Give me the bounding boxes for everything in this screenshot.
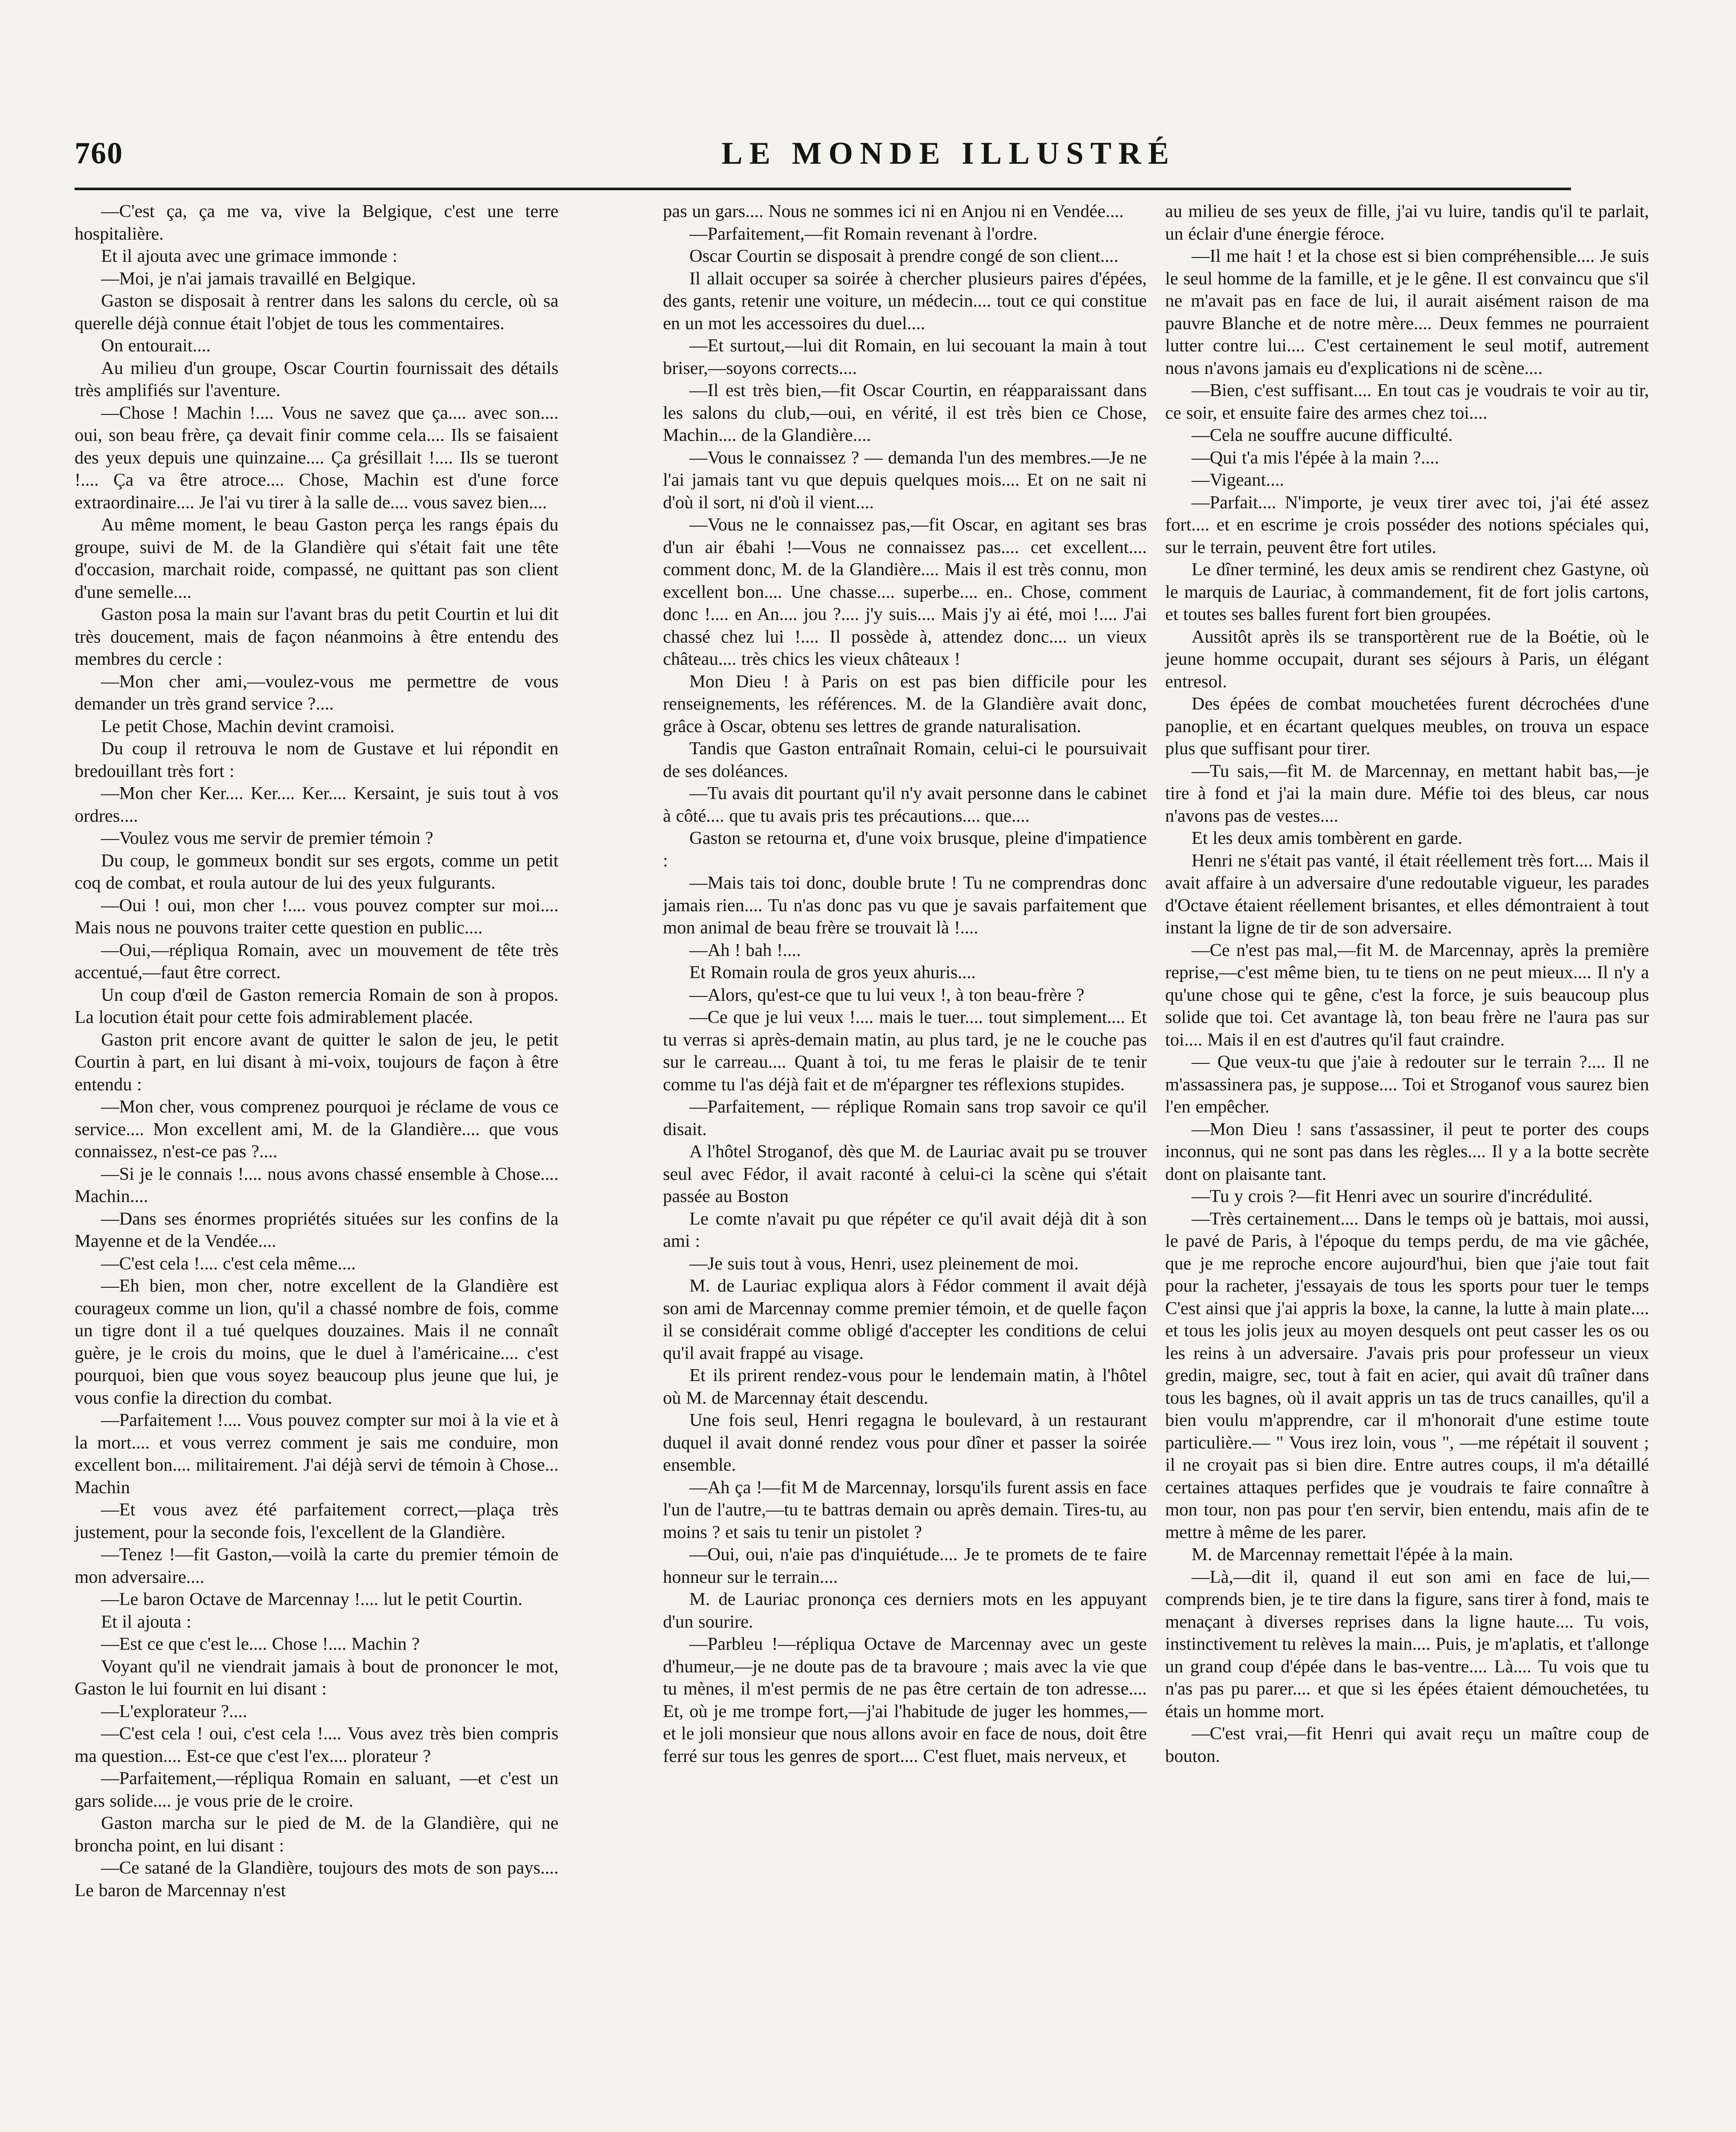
- paragraph: —Oui ! oui, mon cher !.... vous pouvez compter sur moi.... Mais nous ne pouvons traiter cette question en public....: [75, 895, 558, 938]
- paragraph: Le dîner terminé, les deux amis se rendirent chez Gastyne, où le marquis de Lauriac, à commandement, fit de fort jolis cartons, et toutes ses balles furent fort bien groupées.: [1165, 559, 1649, 624]
- header-rule: [75, 188, 1571, 190]
- paragraph: —Voulez vous me servir de premier témoin ?: [101, 828, 434, 848]
- paragraph: Des épées de combat mouchetées furent décrochées d'une panoplie, et en écartant quelques meubles, on trouva un espace plus que suffisant pour tirer.: [1165, 694, 1649, 759]
- paragraph: Henri ne s'était pas vanté, il était réellement très fort.... Mais il avait affaire à un adversaire d'une redoutable vigueur, les parades d'Octave étaient réellement brisantes, et elles démontraient à tout instant la ligne de tir de son adversaire.: [1165, 850, 1649, 938]
- paragraph: —Oui, oui, n'aie pas d'inquiétude.... Je te promets de te faire honneur sur le terrain....: [663, 1544, 1147, 1587]
- paragraph: Un coup d'œil de Gaston remercia Romain de son à propos. La locution était pour cette fois admirablement placée.: [75, 985, 558, 1027]
- paragraph: —Ah ça !—fit M de Marcennay, lorsqu'ils furent assis en face l'un de l'autre,—tu te battras demain ou après demain. Tires-tu, au moins ? et sais tu tenir un pistolet ?: [663, 1477, 1147, 1542]
- paragraph: M. de Lauriac prononça ces derniers mots en les appuyant d'un sourire.: [663, 1589, 1147, 1632]
- paragraph: —Chose ! Machin !.... Vous ne savez que ça.... avec son.... oui, son beau frère, ça devait finir comme cela.... Ils se faisaient des yeux depuis une quinzaine.... Ça grésillait !.... Ils se tueront !.... Ça va être atroce.... Chose, Machin est d'une force extraordinaire.... Je l'ai vu tirer à la salle de.... vous savez bien....: [75, 403, 558, 513]
- paragraph: —Parbleu !—répliqua Octave de Marcennay avec un geste d'humeur,—je ne doute pas de ta bravoure ; mais avec la vie que tu mènes, il m'est permis de ne pas être certain de ton adresse.... Et, où je me trompe fort,—j'ai l'habitude de juger les hommes,—et le joli monsieur que nous allons avoir en face de nous, doit être ferré sur tous les genres de sport.... C'est fluet, mais nerveux, et: [663, 1634, 1147, 1766]
- paragraph: —Mon cher, vous comprenez pourquoi je réclame de vous ce service.... Mon excellent ami, M. de la Glandière.... que vous connaissez, n'est-ce pas ?....: [75, 1097, 558, 1162]
- text-column-3: [1165, 200, 1649, 1767]
- paragraph: Et ils prirent rendez-vous pour le lendemain matin, à l'hôtel où M. de Marcennay était descendu.: [663, 1365, 1147, 1408]
- paragraph: Et il ajouta avec une grimace immonde :: [101, 246, 398, 266]
- paragraph: Il allait occuper sa soirée à chercher plusieurs paires d'épées, des gants, retenir une voiture, un médecin.... tout ce qui constitue en un mot les accessoires du duel....: [663, 268, 1147, 333]
- paragraph: —Tu sais,—fit M. de Marcennay, en mettant habit bas,—je tire à fond et j'ai la main dure. Méfie toi des bleus, car nous n'avons pas de vestes....: [1165, 761, 1649, 826]
- paragraph: —Bien, c'est suffisant.... En tout cas je voudrais te voir au tir, ce soir, et ensuite faire des armes chez toi....: [1165, 380, 1649, 423]
- paragraph: Oscar Courtin se disposait à prendre congé de son client....: [689, 246, 1119, 266]
- paragraph: —C'est cela !.... c'est cela même....: [101, 1253, 356, 1274]
- paragraph: Au milieu d'un groupe, Oscar Courtin fournissait des détails très amplifiés sur l'aventure.: [75, 358, 558, 400]
- paragraph: —Ce n'est pas mal,—fit M. de Marcennay, après la première reprise,—c'est même bien, tu te tiens on ne peut mieux.... Il n'y a qu'une chose qui te gêne, c'est la force, je suis beaucoup plus solide que toi. Cet avantage là, ton beau frère ne l'aura pas sur toi.... Mais il en est d'autres qu'il faut craindre.: [1165, 940, 1649, 1050]
- paragraph: Du coup, le gommeux bondit sur ses ergots, comme un petit coq de combat, et roula autour de lui des yeux fulgurants.: [75, 850, 558, 893]
- paragraph: —Parfaitement,—répliqua Romain en saluant, —et c'est un gars solide.... je vous prie de le croire.: [75, 1768, 558, 1811]
- paragraph: —Vous ne le connaissez pas,—fit Oscar, en agitant ses bras d'un air ébahi !—Vous ne connaissez pas.... cet excellent.... comment donc, M. de la Glandière.... Mais il est très connu, mon excellent bon.... Une chasse.... superbe.... en.. Chose, comment donc !.... en An.... jou ?.... j'y suis.... Mais j'y ai été, moi !.... J'ai chassé chez lui !.... Il possède à, attendez donc.... un vieux château.... très chics les vieux châteaux !: [663, 515, 1147, 669]
- paragraph: —Il me hait ! et la chose est si bien compréhensible.... Je suis le seul homme de la famille, et je le gêne. Il est convaincu que s'il ne m'avait pas en face de lui, il aurait aisément raison de ma pauvre Blanche et de notre mère.... Deux femmes ne pourraient lutter contre lui.... C'est certainement le seul motif, autrement nous n'avons jamais eu d'explications ni de scène....: [1165, 246, 1649, 378]
- paragraph: —Il est très bien,—fit Oscar Courtin, en réapparaissant dans les salons du club,—oui, en vérité, il est très bien ce Chose, Machin.... de la Glandière....: [663, 380, 1147, 445]
- paragraph: —Ce que je lui veux !.... mais le tuer.... tout simplement.... Et tu verras si après-demain matin, au plus tard, je ne le couche pas sur le carreau.... Quant à toi, tu me feras le plaisir de te tenir comme tu l'as déjà fait et de m'épargner tes réflexions stupides.: [663, 1007, 1147, 1095]
- text-column-2: [663, 200, 1147, 1767]
- paragraph: Gaston se disposait à rentrer dans les salons du cercle, où sa querelle déjà connue était l'objet de tous les commentaires.: [75, 291, 558, 333]
- paragraph: —Parfaitement !.... Vous pouvez compter sur moi à la vie et à la mort.... et vous verrez comment je sais me conduire, mon excellent bon.... militairement. J'ai déjà servi de témoin à Chose... Machin: [75, 1410, 558, 1498]
- paragraph: —Qui t'a mis l'épée à la main ?....: [1192, 447, 1439, 468]
- paragraph: —C'est vrai,—fit Henri qui avait reçu un maître coup de bouton.: [1165, 1724, 1649, 1766]
- paragraph: Aussitôt après ils se transportèrent rue de la Boétie, où le jeune homme occupait, durant ses séjours à Paris, un élégant entresol.: [1165, 626, 1649, 692]
- paragraph: —Eh bien, mon cher, notre excellent de la Glandière est courageux comme un lion, qu'il a chassé nombre de fois, comme un tigre dont il a tué quelques douzaines. Mais il ne connaît guère, je le crois du moins, que le duel à l'américaine.... c'est pourquoi, bien que vous soyez beaucoup plus jeune que lui, je vous confie la direction du combat.: [75, 1276, 558, 1408]
- paragraph: Le comte n'avait pu que répéter ce qu'il avait déjà dit à son ami :: [663, 1208, 1147, 1251]
- paragraph: A l'hôtel Stroganof, dès que M. de Lauriac avait pu se trouver seul avec Fédor, il avait raconté à celui-ci la scène qui s'était passée au Boston: [663, 1141, 1147, 1206]
- paragraph: Gaston posa la main sur l'avant bras du petit Courtin et lui dit très doucement, mais de façon néanmoins à être entendu des membres du cercle :: [75, 604, 558, 669]
- paragraph: pas un gars.... Nous ne sommes ici ni en Anjou ni en Vendée....: [663, 201, 1124, 221]
- paragraph: —Parfaitement,—fit Romain revenant à l'ordre.: [689, 223, 1038, 244]
- paragraph: Mon Dieu ! à Paris on est pas bien difficile pour les renseignements, les références. M. de la Glandière avait donc, grâce à Oscar, obtenu ses lettres de grande naturalisation.: [663, 671, 1147, 736]
- paragraph: Tandis que Gaston entraînait Romain, celui-ci le poursuivait de ses doléances.: [663, 739, 1147, 781]
- paragraph: —Tu avais dit pourtant qu'il n'y avait personne dans le cabinet à côté.... que tu avais pris tes précautions.... que....: [663, 783, 1147, 826]
- paragraph: —L'explorateur ?....: [101, 1701, 247, 1721]
- paragraph: Une fois seul, Henri regagna le boulevard, à un restaurant duquel il avait donné rendez vous pour dîner et passer la soirée ensemble.: [663, 1410, 1147, 1475]
- paragraph: —Et vous avez été parfaitement correct,—plaça très justement, pour la seconde fois, l'excellent de la Glandière.: [75, 1500, 558, 1542]
- paragraph: —Si je le connais !.... nous avons chassé ensemble à Chose.... Machin....: [75, 1164, 558, 1206]
- page-number: 760: [75, 136, 123, 170]
- paragraph: —Tu y crois ?—fit Henri avec un sourire d'incrédulité.: [1192, 1186, 1593, 1206]
- paragraph: Gaston se retourna et, d'une voix brusque, pleine d'impatience :: [663, 828, 1147, 871]
- paragraph: —Ce satané de la Glandière, toujours des mots de son pays.... Le baron de Marcennay n'est: [75, 1858, 558, 1900]
- paragraph: Gaston prit encore avant de quitter le salon de jeu, le petit Courtin à part, en lui disant à mi-voix, toujours de façon à être entendu :: [75, 1029, 558, 1095]
- paragraph: —C'est cela ! oui, c'est cela !.... Vous avez très bien compris ma question.... Est-ce que c'est l'ex.... plorateur ?: [75, 1724, 558, 1766]
- paragraph: —Est ce que c'est le.... Chose !.... Machin ?: [101, 1634, 420, 1654]
- paragraph: —Mon Dieu ! sans t'assassiner, il peut te porter des coups inconnus, qui ne sont pas dans les règles.... Il y a la botte secrète dont on plaisante tant.: [1165, 1119, 1649, 1184]
- paragraph: Et Romain roula de gros yeux ahuris....: [689, 962, 976, 982]
- paragraph: —Parfaitement, — réplique Romain sans trop savoir ce qu'il disait.: [663, 1097, 1147, 1139]
- paragraph: —Alors, qu'est-ce que tu lui veux !, à ton beau-frère ?: [689, 985, 1085, 1005]
- paragraph: —Mon cher ami,—voulez-vous me permettre de vous demander un très grand service ?....: [75, 671, 558, 714]
- paragraph: —Vous le connaissez ? — demanda l'un des membres.—Je ne l'ai jamais tant vu que depuis quelques mois.... Et on ne sait ni d'où il sort, ni d'où il vient....: [663, 447, 1147, 513]
- paragraph: —Mais tais toi donc, double brute ! Tu ne comprendras donc jamais rien.... Tu n'as donc pas vu que je savais parfaitement que mon animal de beau frère se trouvait là !....: [663, 873, 1147, 938]
- paragraph: —Moi, je n'ai jamais travaillé en Belgique.: [101, 268, 416, 289]
- paragraph: —Et surtout,—lui dit Romain, en lui secouant la main à tout briser,—soyons corrects....: [663, 336, 1147, 378]
- paragraph: Au même moment, le beau Gaston perça les rangs épais du groupe, suivi de M. de la Glandière qui s'était fait une tête d'occasion, marchait roide, compassé, ne quittant pas son client d'une semelle....: [75, 515, 558, 602]
- paragraph: —Dans ses énormes propriétés situées sur les confins de la Mayenne et de la Vendée....: [75, 1208, 558, 1251]
- paragraph: Et les deux amis tombèrent en garde.: [1192, 828, 1463, 848]
- paragraph: — Que veux-tu que j'aie à redouter sur le terrain ?.... Il ne m'assassinera pas, je suppose.... Toi et Stroganof vous saurez bien l'en empêcher.: [1165, 1052, 1649, 1117]
- paragraph: Gaston marcha sur le pied de M. de la Glandière, qui ne broncha point, en lui disant :: [75, 1813, 558, 1856]
- paragraph: M. de Lauriac expliqua alors à Fédor comment il avait déjà son ami de Marcennay comme premier témoin, et de quelle façon il se considérait comme obligé d'accepter les conditions de celui qu'il avait frappé au visage.: [663, 1276, 1147, 1363]
- paragraph: —Oui,—répliqua Romain, avec un mouvement de tête très accentué,—faut être correct.: [75, 940, 558, 982]
- paragraph: —Tenez !—fit Gaston,—voilà la carte du premier témoin de mon adversaire....: [75, 1544, 558, 1587]
- paragraph: On entourait....: [101, 336, 211, 356]
- paragraph: —Le baron Octave de Marcennay !.... lut le petit Courtin.: [101, 1589, 523, 1609]
- text-column-1: [75, 200, 558, 1902]
- paragraph: —Parfait.... N'importe, je veux tirer avec toi, j'ai été assez fort.... et en escrime je crois posséder des notions spéciales qui, sur le terrain, peuvent être fort utiles.: [1165, 492, 1649, 557]
- paragraph: M. de Marcennay remettait l'épée à la main.: [1192, 1544, 1513, 1564]
- paragraph: —Ah ! bah !....: [689, 940, 801, 960]
- paragraph: —Je suis tout à vous, Henri, usez pleinement de moi.: [689, 1253, 1079, 1274]
- paragraph: au milieu de ses yeux de fille, j'ai vu luire, tandis qu'il te parlait, un éclair d'une énergie féroce.: [1165, 201, 1649, 244]
- publication-title: LE MONDE ILLUSTRÉ: [721, 136, 1176, 171]
- paragraph: Du coup il retrouva le nom de Gustave et lui répondit en bredouillant très fort :: [75, 739, 558, 781]
- paragraph: Et il ajouta :: [101, 1611, 191, 1632]
- paragraph: Le petit Chose, Machin devint cramoisi.: [101, 716, 395, 736]
- paragraph: —Là,—dit il, quand il eut son ami en face de lui,—comprends bien, je te tire dans la figure, sans tirer à fond, mais te menaçant à diverses reprises dans la ligne haute.... Tu vois, instinctivement tu relèves la main.... Puis, je m'aplatis, et t'allonge un grand coup d'épée dans le bas-ventre.... Là.... Tu vois que tu n'as pas pu parer.... et que si les épées étaient démouchetées, tu étais un homme mort.: [1165, 1567, 1649, 1721]
- paragraph: —Mon cher Ker.... Ker.... Ker.... Kersaint, je suis tout à vos ordres....: [75, 783, 558, 826]
- paragraph: —Vigeant....: [1192, 470, 1284, 490]
- paragraph: —Très certainement.... Dans le temps où je battais, moi aussi, le pavé de Paris, à l'époque du temps perdu, de ma vie gâchée, que je me reproche encore aujourd'hui, bien que j'aie tout fait pour la racheter, j'essayais de tous les sports pour tuer le temps C'est ainsi que j'ai appris la boxe, la canne, la lutte à main plate.... et tous les jolis jeux au moyen desquels ont peut casser les os ou les reins à un adversaire. J'avais pris pour professeur un vieux gredin, maigre, sec, tout à fait en acier, qui avait dû traîner dans tous les bagnes, où il avait appris un tas de trucs canailles, qu'il a bien voulu m'apprendre, car il m'honorait d'une estime toute particulière.— " Vous irez loin, vous ", —me répétait il souvent ; il ne croyait pas si bien dire. Entre autres coups, il m'a détaillé certaines attaques perfides que je voudrais te faire connaître à mon tour, non pas pour t'en servir, bien entendu, mais afin de te mettre à même de les parer.: [1165, 1208, 1649, 1542]
- paragraph: Voyant qu'il ne viendrait jamais à bout de prononcer le mot, Gaston le lui fournit en lui disant :: [75, 1656, 558, 1699]
- paragraph: —Cela ne souffre aucune difficulté.: [1192, 425, 1453, 445]
- paragraph: —C'est ça, ça me va, vive la Belgique, c'est une terre hospitalière.: [75, 201, 558, 244]
